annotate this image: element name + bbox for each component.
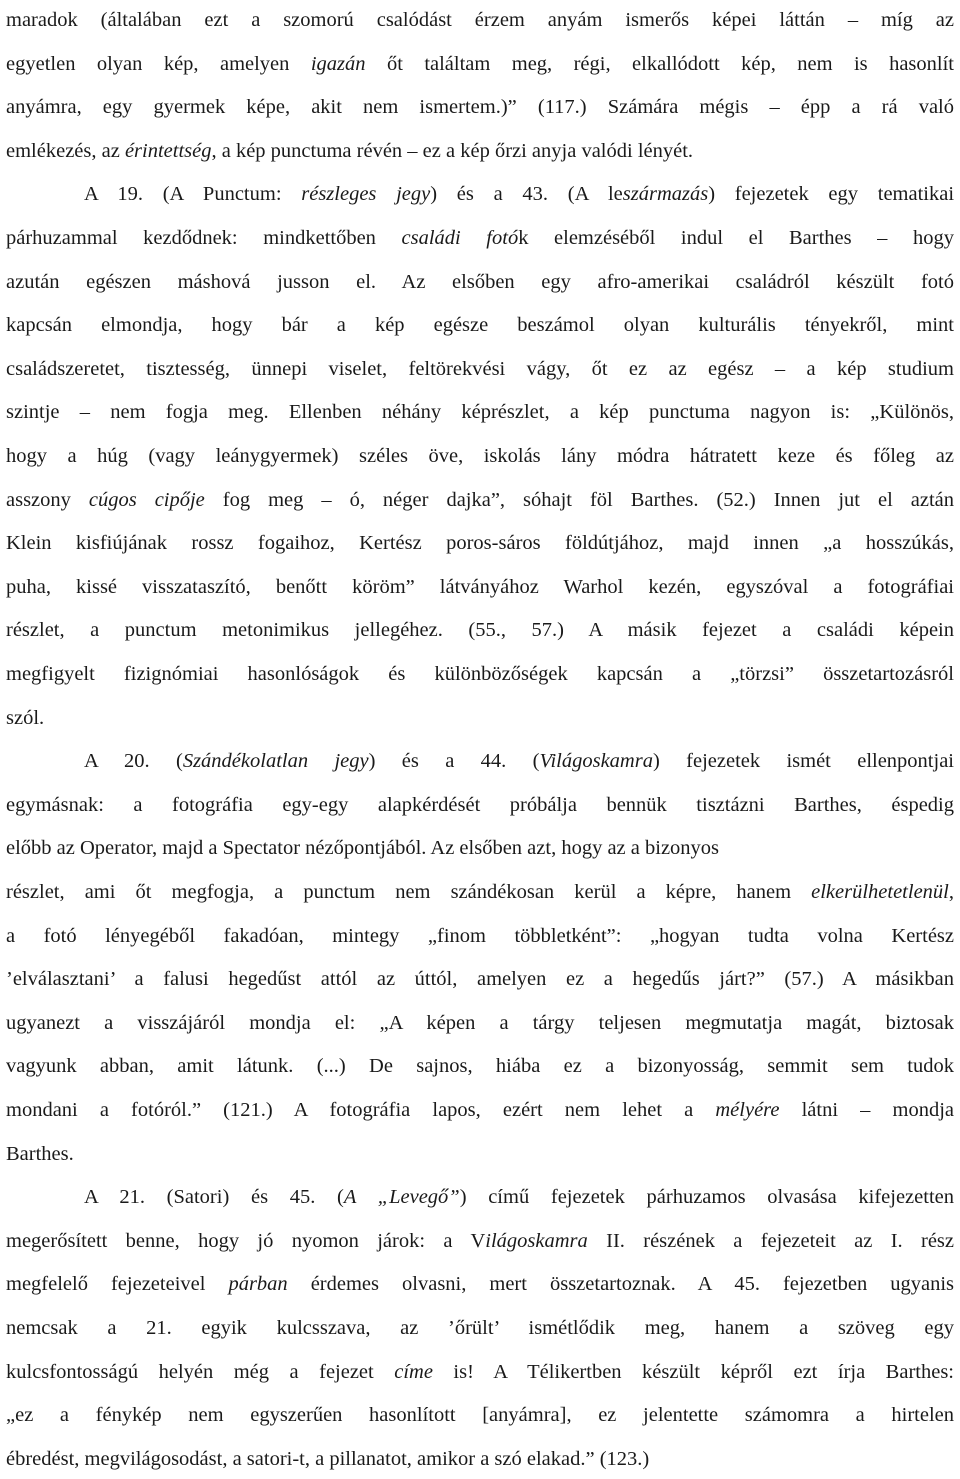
text-line <box>6 698 954 738</box>
text-run: is! A Télikertben készült képről ezt írja Barthes: <box>432 1360 954 1383</box>
text-run: Barthes. <box>6 1142 74 1165</box>
text-line <box>6 0 954 40</box>
text-line <box>6 1264 954 1304</box>
italic-text: Világoskamra <box>539 750 653 773</box>
text-line <box>6 480 954 520</box>
italic-text: ilágoskamra <box>485 1229 588 1252</box>
text-line <box>6 1221 954 1261</box>
text-run: ) fejezetek ismét ellenpontjai <box>652 750 954 773</box>
text-run: , <box>948 881 954 903</box>
text-run: vagyunk abban, amit látunk. (...) De sajnos, hiába ez a bizonyosság, semmit sem tudok <box>6 1055 954 1078</box>
text-line <box>6 1352 954 1392</box>
text-run: párhuzammal kezdődnek: mindkettőben <box>6 227 402 249</box>
text-run: asszony <box>6 488 89 511</box>
italic-text: Szándékolatlan jegy <box>182 750 369 773</box>
text-run: részlet, a punctum metonimikus jellegéhez. (55., 57.) A másik fejezet a családi képein <box>6 619 954 642</box>
text-run: látni – mondja <box>779 1099 954 1121</box>
text-run: hogy a húg (vagy leánygyermek) széles öve, iskolás lány módra hátratett keze és főleg az <box>6 445 954 467</box>
text-run: ) fejezetek egy tematikai <box>708 183 955 206</box>
text-run: ) és a 43. (A le <box>430 183 623 206</box>
italic-text: részleges jegy <box>301 183 431 206</box>
text-line <box>6 1003 954 1043</box>
text-run: emlékezés, az <box>6 139 125 162</box>
text-line <box>6 218 954 258</box>
text-run: érdemes olvasni, mert összetartoznak. A 45. fejezetben ugyanis <box>287 1273 954 1296</box>
italic-text: származás <box>622 183 709 206</box>
text-run: szól. <box>6 706 45 729</box>
text-run: ugyanezt a visszájáról mondja el: „A képen a tárgy teljesen megmutatja magát, biztosak <box>6 1011 954 1034</box>
text-run: ’elválasztani’ a falusi hegedűst attól az úttól, amelyen ez a hegedűs járt?” (57.) A másikban <box>6 968 954 991</box>
text-run: A 21. (Satori) és 45. ( <box>84 1186 344 1209</box>
text-run: családszeretet, tisztesség, ünnepi viselet, feltörekvési vágy, őt ez az egész – a kép studium <box>6 357 954 380</box>
text-line <box>6 1308 954 1348</box>
text-run: anyámra, egy gyermek képe, akit nem ismertem.)” (117.) Számára mégis – épp a rá való <box>6 96 954 119</box>
text-line <box>6 610 954 650</box>
text-run: részlet, ami őt megfogja, a punctum nem szándékosan kerül a képre, hanem <box>6 881 812 903</box>
text-line <box>6 305 954 345</box>
italic-text: elkerülhetetlenül <box>811 881 949 903</box>
text-line <box>84 174 954 214</box>
text-run: kulcsfontosságú helyén még a fejezet <box>6 1360 395 1383</box>
text-run: nemcsak a 21. egyik kulcsszava, az ’őrült’ ismétlődik meg, hanem a szöveg egy <box>6 1317 954 1339</box>
text-line <box>6 392 954 432</box>
text-run: megfelelő fejezeteivel <box>6 1273 229 1296</box>
text-run: azután egészen máshová jusson el. Az elsőben egy afro-amerikai családról készült fotó <box>6 270 954 293</box>
text-run: puha, kissé visszataszító, benőtt köröm” látványához Warhol kezén, egyszóval a fotográfiai <box>6 575 954 598</box>
italic-text: mélyére <box>715 1099 780 1121</box>
text-run: k elemzéséből indul el Barthes – hogy <box>518 227 955 249</box>
text-line <box>6 828 954 868</box>
text-run: megfigyelt fizignómiai hasonlóságok és különbözőségek kapcsán a „törzsi” összetartozásról <box>6 663 954 685</box>
text-line <box>6 44 954 84</box>
text-line <box>6 436 954 476</box>
text-run: , a kép punctuma révén – ez a kép őrzi anyja valódi lényét. <box>211 139 694 162</box>
text-run: mondani a fotóról.” (121.) A fotográfia lapos, ezért nem lehet a <box>6 1099 716 1121</box>
italic-text: családi fotó <box>401 227 519 249</box>
italic-text: cúgos cipője <box>88 488 205 511</box>
text-run: ) és a 44. ( <box>368 750 540 773</box>
text-run: A 19. (A Punctum: <box>84 183 302 206</box>
text-line <box>84 1177 954 1217</box>
text-run: A 20. ( <box>84 750 183 773</box>
text-line <box>6 872 954 912</box>
text-run: szintje – nem fogja meg. Ellenben néhány képrészlet, a kép punctuma nagyon is: „Különös, <box>6 401 954 424</box>
italic-text: érintettség <box>124 139 212 162</box>
text-run: fog meg – ó, néger dajka”, sóhajt föl Barthes. (52.) Innen jut el aztán <box>204 488 955 511</box>
text-line <box>6 523 954 563</box>
text-line <box>6 567 954 607</box>
text-run: előbb az Operator, majd a Spectator nézőpontjából. Az elsőben azt, hogy az a bizonyos <box>6 837 720 860</box>
text-line <box>6 785 954 825</box>
text-run: egymásnak: a fotográfia egy-egy alapkérdését próbálja bennük tisztázni Barthes, éspedig <box>6 793 954 816</box>
text-line <box>84 741 954 781</box>
text-run: őt találtam meg, régi, elkallódott kép, nem is hasonlít <box>365 52 954 75</box>
text-run: ébredést, megvilágosodást, a satori-t, a pillanatot, amikor a szó elakad.” (123.) <box>6 1447 650 1470</box>
italic-text: címe <box>394 1360 433 1383</box>
text-line <box>6 262 954 302</box>
text-run: „ez a fénykép nem egyszerűen hasonlított [anyámra], ez jelentette számomra a hirtelen <box>6 1404 954 1427</box>
text-run: ) című fejezetek párhuzamos olvasása kifejezetten <box>459 1186 954 1209</box>
text-line <box>6 1046 954 1086</box>
text-run: II. részének a fejezeteit az I. rész <box>587 1229 954 1252</box>
text-run: maradok (általában ezt a szomorú csalódást érzem anyám ismerős képei láttán – míg az <box>6 9 954 31</box>
text-line <box>6 87 954 127</box>
text-line <box>6 654 954 694</box>
text-run: a fotó lényegéből fakadóan, mintegy „finom többletként”: „hogyan tudta volna Kertész <box>6 924 954 947</box>
text-run: egyetlen olyan kép, amelyen <box>6 52 311 75</box>
italic-text: igazán <box>310 52 366 75</box>
italic-text: A „Levegő” <box>343 1186 460 1209</box>
text-line <box>6 1134 954 1174</box>
text-run: Klein kisfiújának rossz fogaihoz, Kertész poros-sáros földútjához, majd innen „a hosszúkás, <box>6 532 954 555</box>
text-line <box>6 349 954 389</box>
text-line <box>6 131 954 171</box>
text-line <box>6 916 954 956</box>
text-line <box>6 1395 954 1435</box>
text-line <box>6 959 954 999</box>
text-run: megerősített benne, hogy jó nyomon járok: a V <box>6 1229 486 1252</box>
italic-text: párban <box>228 1273 288 1296</box>
text-run: kapcsán elmondja, hogy bár a kép egésze beszámol olyan kulturális tényekről, mint <box>6 314 954 337</box>
text-line <box>6 1090 954 1130</box>
